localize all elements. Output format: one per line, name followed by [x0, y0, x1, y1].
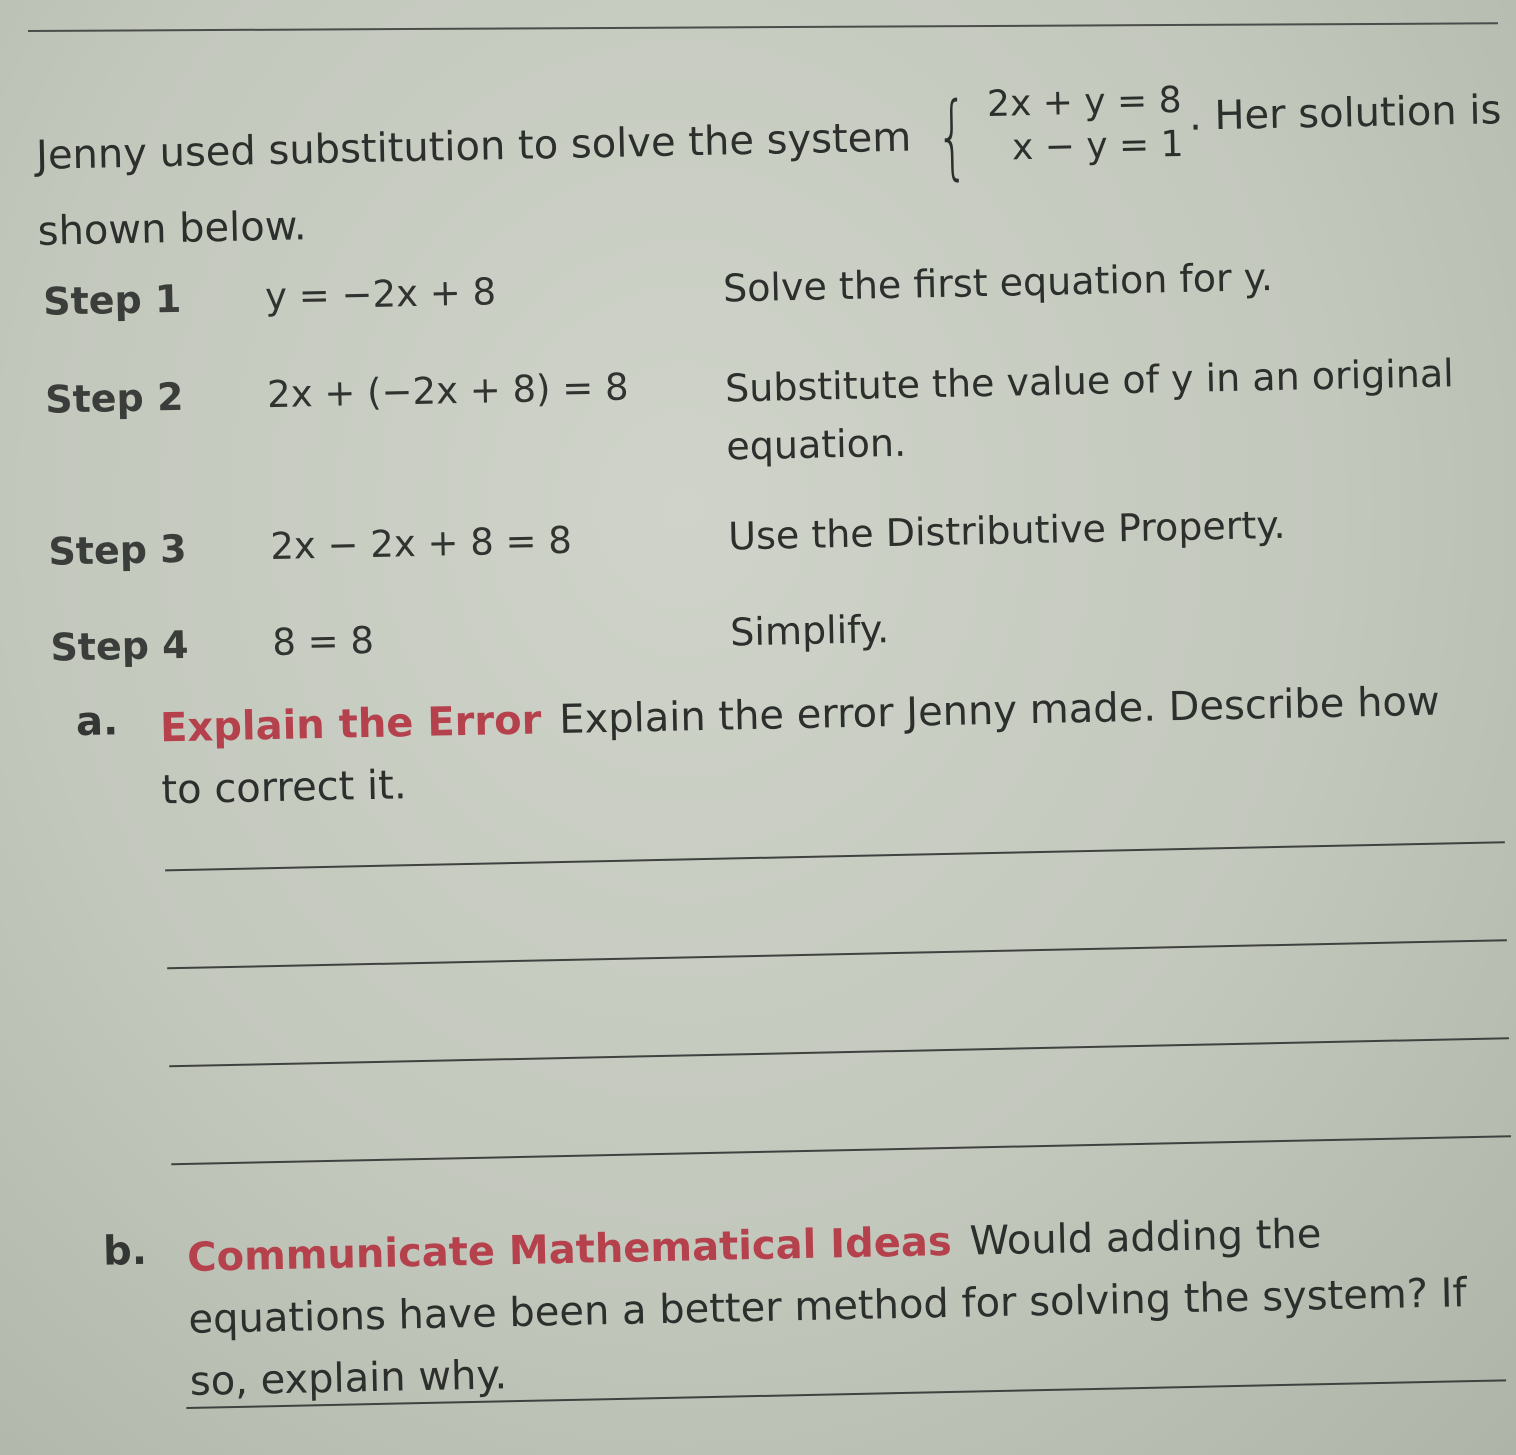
step-row — [44, 348, 1485, 469]
intro-line-2: shown below. — [37, 203, 307, 255]
step-equation: 2x + (−2x + 8) = 8 — [266, 365, 629, 417]
step-label: Step 3 — [47, 526, 188, 574]
step-equation: 8 = 8 — [271, 618, 375, 665]
step-description: Solve the first equation for y. — [722, 255, 1274, 311]
intro-text-continued: . Her solution is — [1188, 87, 1502, 140]
step-equation: 2x − 2x + 8 = 8 — [269, 518, 573, 569]
system-brace-icon: { — [935, 82, 970, 191]
part-b — [102, 1199, 1516, 1405]
system-equation-2: x − y = 1 — [1011, 123, 1185, 169]
part-a-prompt — [159, 670, 1481, 822]
part-letter: b. — [102, 1227, 148, 1275]
step-equation: y = −2x + 8 — [264, 270, 497, 319]
intro-text: Jenny used substitution to solve the system — [35, 114, 912, 179]
part-text: Would adding the equations have been a better method for solving the system? If so, explain why. — [188, 1211, 1468, 1405]
step-description: Substitute the value of y in an original equation. — [724, 351, 1455, 469]
system-equation-1: 2x + y = 8 — [986, 79, 1182, 125]
step-label: Step 1 — [42, 276, 182, 324]
answer-line[interactable] — [167, 939, 1507, 969]
answer-line[interactable] — [171, 1135, 1511, 1165]
step-row — [47, 500, 1488, 574]
step-label: Step 4 — [49, 622, 190, 670]
answer-line[interactable] — [165, 841, 1505, 871]
step-label: Step 2 — [44, 374, 184, 422]
part-a — [75, 669, 1496, 814]
step-description: Simplify. — [729, 607, 890, 655]
part-heading: Communicate Mathematical Ideas — [186, 1218, 953, 1281]
step-description: Use the Distributive Property. — [727, 502, 1286, 559]
problem-intro — [35, 79, 1504, 262]
part-heading: Explain the Error — [159, 697, 542, 752]
part-text: Explain the error Jenny made. Describe how to correct it. — [160, 678, 1441, 814]
part-letter: a. — [75, 698, 119, 746]
step-row — [49, 596, 1490, 670]
equation-system — [987, 79, 1184, 171]
part-b-prompt — [187, 1199, 1511, 1413]
answer-line[interactable] — [169, 1037, 1509, 1067]
